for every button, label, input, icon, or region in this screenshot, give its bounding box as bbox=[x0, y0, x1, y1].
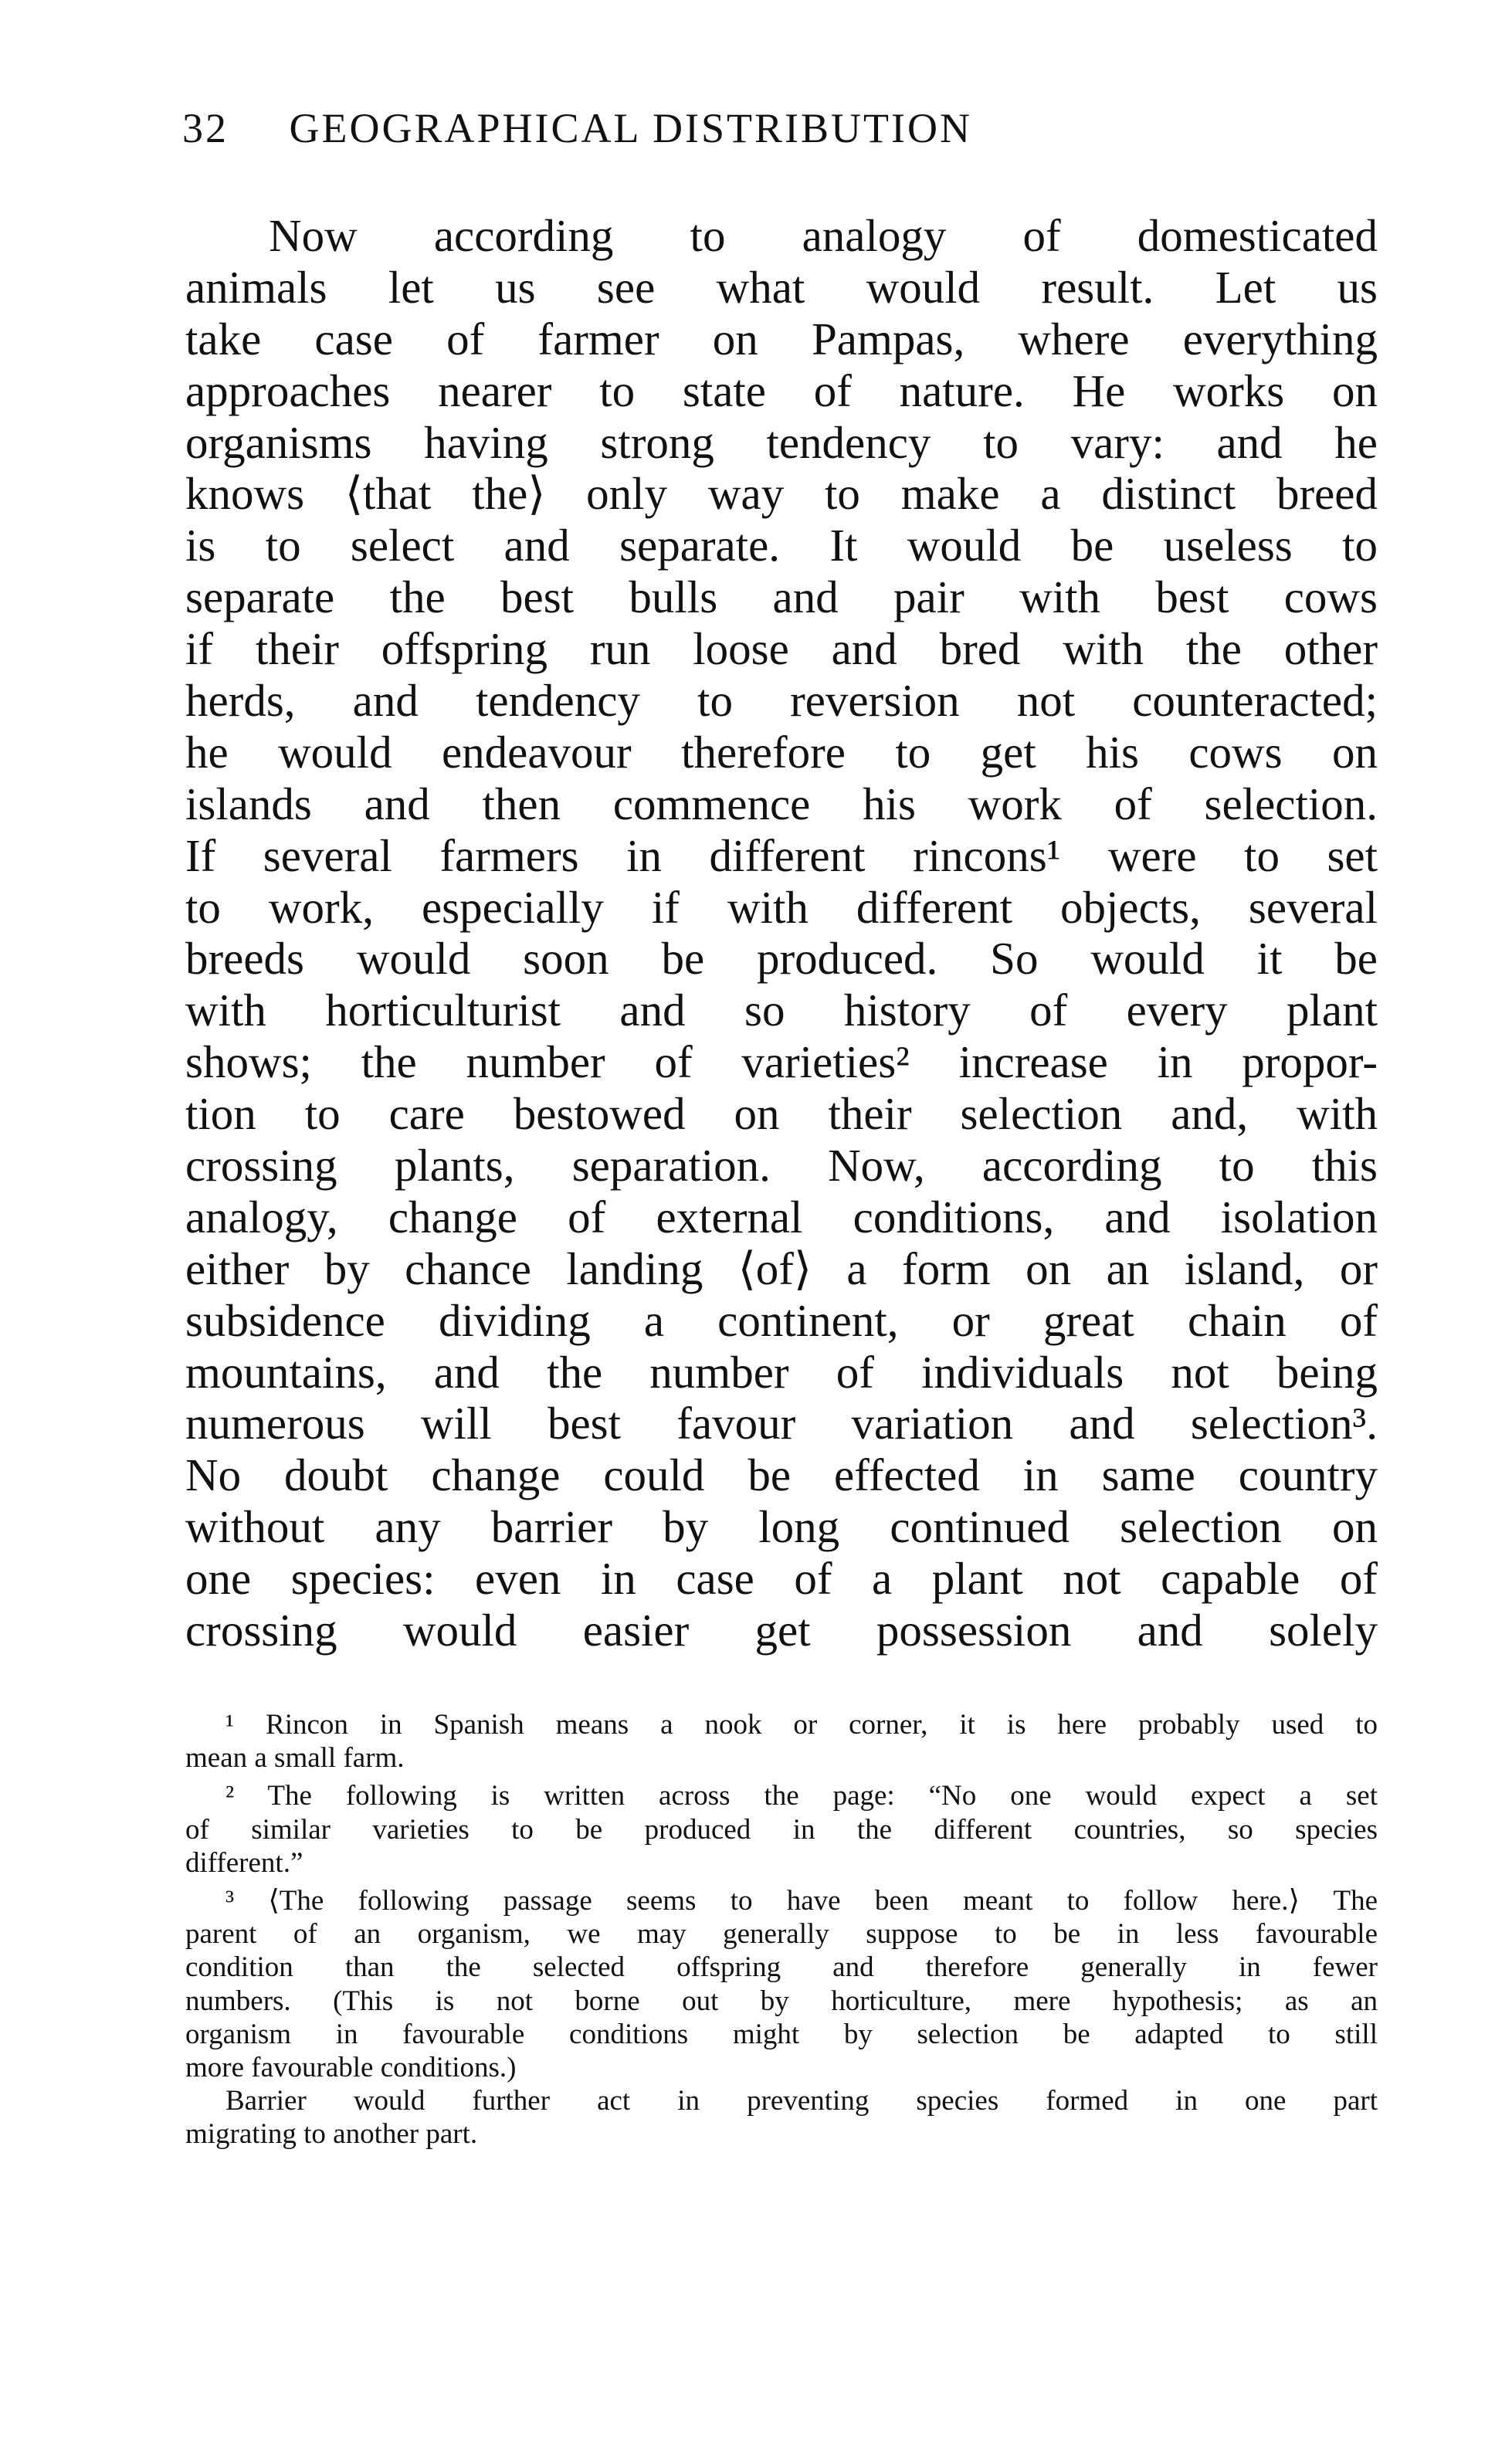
footnote-line: numbers. (This is not borne out by horticulture, mere hypothesis; as an bbox=[185, 1985, 1378, 2017]
text-line-28: crossing would easier get possession and solely bbox=[185, 1605, 1378, 1656]
footnote-3 bbox=[185, 1884, 1378, 2084]
text-line-9: if their offspring run loose and bred with the other bbox=[185, 623, 1378, 675]
page-number: 32 bbox=[182, 105, 229, 151]
text-line-23: mountains, and the number of individuals not being bbox=[185, 1346, 1378, 1398]
footnote-3-continued bbox=[185, 2084, 1378, 2151]
text-line-24: numerous will best favour variation and selection³. bbox=[185, 1398, 1378, 1449]
footnote-line: organism in favourable conditions might by selection be adapted to still bbox=[185, 2018, 1378, 2050]
text-line-25: No doubt change could be effected in same country bbox=[185, 1449, 1378, 1501]
footnote-line: condition than the selected offspring and therefore generally in fewer bbox=[185, 1951, 1378, 1984]
footnote-line: different.” bbox=[185, 1846, 303, 1879]
text-line-15: breeds would soon be produced. So would it be bbox=[185, 933, 1378, 985]
text-line-17: shows; the number of varieties² increase in propor- bbox=[185, 1036, 1378, 1088]
text-line-16: with horticulturist and so history of every plant bbox=[185, 985, 1378, 1036]
footnotes bbox=[185, 1708, 1378, 2151]
text-line-13: If several farmers in different rincons¹ were to set bbox=[185, 829, 1378, 881]
text-line-21: either by chance landing ⟨of⟩ a form on an island, or bbox=[185, 1242, 1378, 1294]
footnote-line: ³ ⟨The following passage seems to have been meant to follow here.⟩ The bbox=[225, 1884, 1378, 1917]
text-line-18: tion to care bestowed on their selection and, with bbox=[185, 1088, 1378, 1140]
text-line-6: knows ⟨that the⟩ only way to make a distinct breed bbox=[185, 468, 1378, 520]
running-title: GEOGRAPHICAL DISTRIBUTION bbox=[289, 105, 972, 151]
footnote-line: ¹ Rincon in Spanish means a nook or corner, it is here probably used to bbox=[225, 1709, 1378, 1741]
text-line-2: animals let us see what would result. Let us bbox=[185, 261, 1378, 313]
main-text bbox=[185, 210, 1378, 1656]
text-line-11: he would endeavour therefore to get his cows on bbox=[185, 726, 1378, 778]
text-line-22: subsidence dividing a continent, or great chain of bbox=[185, 1294, 1378, 1346]
footnote-line: of similar varieties to be produced in the different countries, so species bbox=[185, 1813, 1378, 1846]
footnote-line: Barrier would further act in preventing species formed in one part bbox=[225, 2085, 1378, 2117]
footnote-line: more favourable conditions.) bbox=[185, 2051, 517, 2083]
text-line-1: Now according to analogy of domesticated bbox=[269, 210, 1378, 261]
text-line-7: is to select and separate. It would be useless to bbox=[185, 520, 1378, 571]
text-line-20: analogy, change of external conditions, and isolation bbox=[185, 1191, 1378, 1242]
text-line-12: islands and then commence his work of selection. bbox=[185, 778, 1378, 829]
text-line-4: approaches nearer to state of nature. He works on bbox=[185, 364, 1378, 416]
footnote-1 bbox=[185, 1708, 1378, 1775]
footnote-line: migrating to another part. bbox=[185, 2118, 478, 2151]
text-line-10: herds, and tendency to reversion not counteracted; bbox=[185, 675, 1378, 727]
text-line-8: separate the best bulls and pair with best cows bbox=[185, 571, 1378, 623]
text-line-5: organisms having strong tendency to vary: and he bbox=[185, 416, 1378, 468]
footnote-line: ² The following is written across the page: “No one would expect a set bbox=[225, 1780, 1378, 1812]
text-line-14: to work, especially if with different objects, several bbox=[185, 881, 1378, 933]
text-line-19: crossing plants, separation. Now, according to this bbox=[185, 1140, 1378, 1192]
footnote-2 bbox=[185, 1779, 1378, 1880]
footnote-line: parent of an organism, we may generally suppose to be in less favourable bbox=[185, 1918, 1378, 1951]
text-line-27: one species: even in case of a plant not capable of bbox=[185, 1553, 1378, 1605]
text-line-3: take case of farmer on Pampas, where everything bbox=[185, 313, 1378, 364]
running-header bbox=[182, 97, 1387, 159]
footnote-line: mean a small farm. bbox=[185, 1742, 405, 1775]
text-line-26: without any barrier by long continued selection on bbox=[185, 1501, 1378, 1553]
